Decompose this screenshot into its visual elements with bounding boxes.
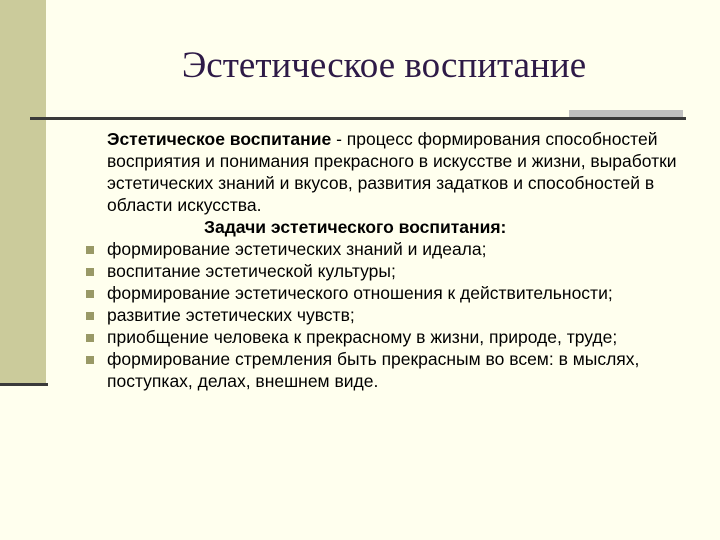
tasks-heading: Задачи эстетического воспитания: [204,217,507,237]
list-item [86,282,652,304]
list-item-text: формирование эстетического отношения к действительности; [107,283,613,303]
list-item-text: развитие эстетических чувств; [107,305,355,325]
list-item-text: воспитание эстетической культуры; [107,261,396,281]
square-bullet-icon [86,356,94,364]
tasks-list [86,238,706,392]
square-bullet-icon [86,246,94,254]
intro-definition: - процесс формирования способностей восприятия и понимания прекрасного в искусстве и жизни, выработки эстетических знаний и вкусов, развития задатков и способностей в области искусства. [107,129,677,215]
slide-body [86,128,706,392]
side-decoration-bar [0,0,46,384]
square-bullet-icon [86,290,94,298]
square-bullet-icon [86,268,94,276]
list-item [86,348,652,392]
list-item-text: формирование стремления быть прекрасным во всем: в мыслях, поступках, делах, внешнем виде. [107,349,640,391]
list-item-text: формирование эстетических знаний и идеала; [107,239,487,259]
list-item [86,238,652,260]
title-rule [30,117,686,120]
list-item [86,260,652,282]
square-bullet-icon [86,312,94,320]
list-item [86,326,652,348]
side-decoration-line [0,383,48,386]
list-item [86,304,652,326]
intro-paragraph [86,128,687,216]
slide-title: Эстетическое воспитание [181,45,587,86]
square-bullet-icon [86,334,94,342]
list-item-text: приобщение человека к прекрасному в жизни, природе, труде; [107,327,618,347]
intro-term: Эстетическое воспитание [107,129,332,149]
